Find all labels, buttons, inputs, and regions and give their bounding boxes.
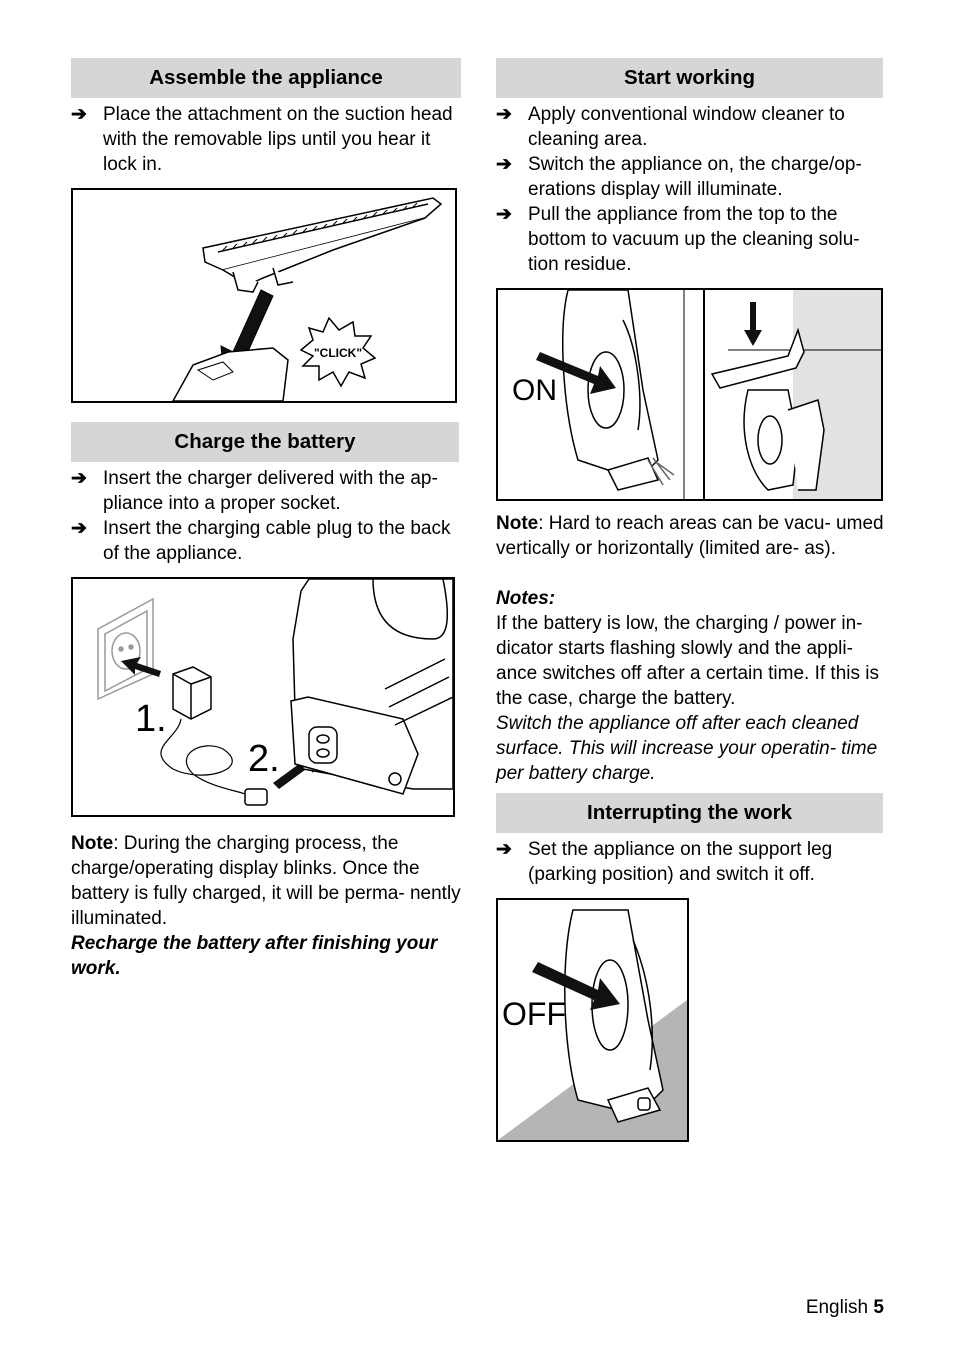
start-working-figure xyxy=(496,288,883,501)
battery-notes: If the battery is low, the charging / power in- dicator starts flashing slowly and the appli- ance switches off after a certain time. If this is the case, charge the battery. xyxy=(496,613,879,709)
step-1-label: 1. xyxy=(135,698,167,740)
squeegee-attachment-drawing xyxy=(203,198,441,292)
device-head-drawing xyxy=(173,348,288,401)
switch-off-tip: Switch the appliance off after each cleaned surface. This will increase your operatin- time per battery charge. xyxy=(496,713,878,784)
charge-heading: Charge the battery xyxy=(71,422,459,462)
start-working-heading: Start working xyxy=(496,58,883,98)
arrow-right-icon: ➔ xyxy=(71,518,87,539)
assemble-figure xyxy=(71,188,457,403)
click-label: "CLICK" xyxy=(313,346,363,360)
list-item: ➔ Place the attachment on the suction head with the removable lips until you hear it lock in. xyxy=(71,104,453,175)
appliance-parked-drawing xyxy=(565,910,663,1122)
start-working-steps xyxy=(496,102,888,277)
charger-drawing xyxy=(173,667,211,719)
notes-label: Notes: xyxy=(496,588,556,609)
reach-note: Note: Hard to reach areas can be vacu- umed vertically or horizontally (limited are- as). xyxy=(496,513,884,559)
list-item: ➔ Pull the appliance from the top to the bottom to vacuum up the cleaning solu- tion residue. xyxy=(496,204,860,275)
charge-figure xyxy=(71,577,455,817)
footer-language: English xyxy=(805,1297,869,1318)
arrow-right-icon: ➔ xyxy=(496,204,512,225)
charge-steps xyxy=(71,466,461,566)
page-footer xyxy=(806,1297,884,1319)
appliance-drawing xyxy=(291,579,453,794)
off-label: OFF xyxy=(502,996,566,1032)
interrupting-steps xyxy=(496,837,888,887)
charge-note: Note: During the charging process, the charge/operating display blinks. Once the battery is fully charged, it will be perma- nently illuminated. xyxy=(71,833,461,929)
step-2-label: 2. xyxy=(248,738,280,780)
appliance-side-drawing xyxy=(563,290,674,490)
interrupting-figure xyxy=(496,898,689,1142)
arrow-down-icon xyxy=(744,302,762,346)
assemble-steps xyxy=(71,102,461,177)
wall-socket-drawing xyxy=(98,599,153,699)
on-label: ON xyxy=(512,374,557,407)
recharge-reminder: Recharge the battery after finishing your work. xyxy=(71,933,438,979)
list-item: ➔ Insert the charging cable plug to the back of the appliance. xyxy=(71,518,451,564)
arrow-right-icon: ➔ xyxy=(496,104,512,125)
arrow-right-icon: ➔ xyxy=(496,839,512,860)
interrupting-heading: Interrupting the work xyxy=(496,793,883,833)
list-item: ➔ Apply conventional window cleaner to cleaning area. xyxy=(496,104,845,150)
arrow-right-icon: ➔ xyxy=(71,104,87,125)
list-item: ➔ Insert the charger delivered with the ap- pliance into a proper socket. xyxy=(71,468,438,514)
list-item: ➔ Switch the appliance on, the charge/op- erations display will illuminate. xyxy=(496,154,862,200)
page-number: 5 xyxy=(873,1297,884,1318)
list-item: ➔ Set the appliance on the support leg (parking position) and switch it off. xyxy=(496,839,833,885)
arrow-right-icon: ➔ xyxy=(496,154,512,175)
arrow-right-icon: ➔ xyxy=(71,468,87,489)
assemble-heading: Assemble the appliance xyxy=(71,58,461,98)
